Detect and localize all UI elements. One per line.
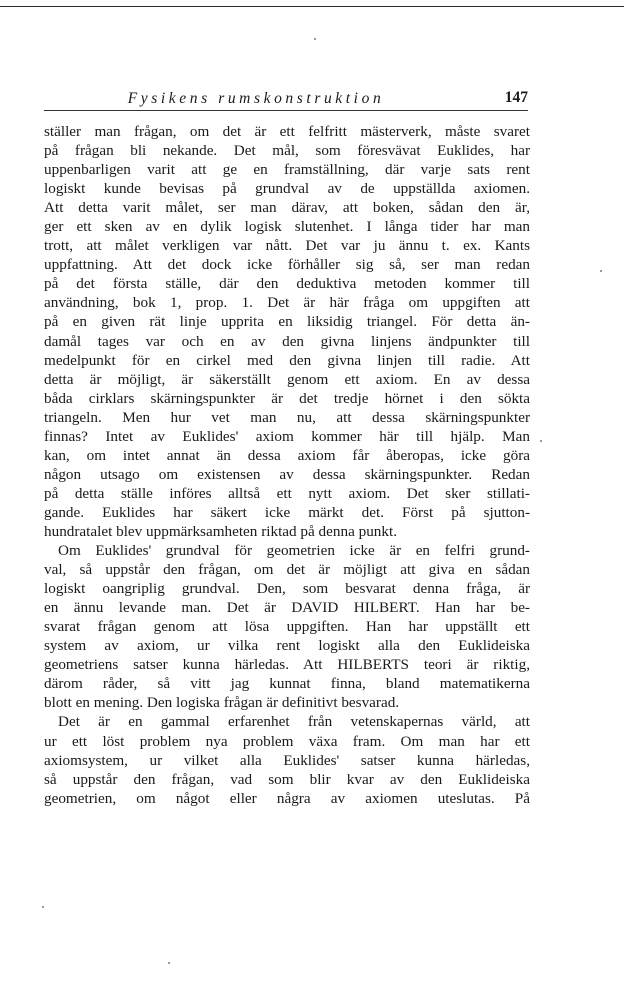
- top-page-border: [0, 6, 624, 7]
- text-line: på detta ställe införes alltså ett nytt axiom. Det sker stillati-: [44, 484, 530, 502]
- text-line: uppfattning. Att det dock icke förhåller sig så, ser man redan: [44, 256, 530, 274]
- text-line: geometriens satser kunna härledas. Att HILBERTS teori är riktig,: [44, 656, 530, 674]
- text-line: på en given rät linje upprita en liksidig triangel. För detta än-: [44, 313, 530, 331]
- body-text: [44, 122, 530, 808]
- text-line: trott, att målet verkligen var nått. Det var ju ännu t. ex. Kants: [44, 237, 530, 255]
- text-line: någon utsago om existensen av dessa skärningspunkter. Redan: [44, 465, 530, 483]
- text-line: Om Euklides' grundval för geometrien icke är en felfri grund-: [58, 542, 530, 560]
- text-line: Det är en gammal erfarenhet från vetenskapernas värld, att: [58, 713, 530, 731]
- text-line: en ännu levande man. Det är DAVID HILBERT. Han har be-: [44, 599, 530, 617]
- text-line: axiomsystem, ur vilket alla Euklides' satser kunna härledas,: [44, 751, 530, 769]
- text-line: användning, bok 1, prop. 1. Det är här fråga om uppgiften att: [44, 294, 530, 312]
- text-line: hundratalet blev uppmärksamheten riktad på denna punkt.: [44, 522, 397, 540]
- text-line: val, så uppstår den frågan, om det är möjligt att giva en sådan: [44, 561, 530, 579]
- text-line: detta är möjligt, är säkerställt genom ett axiom. En av dessa: [44, 370, 530, 388]
- text-line: ger ett sken av en dylik logisk slutenhet. I långa tider har man: [44, 218, 530, 236]
- text-line: så uppstår den frågan, vad som blir kvar av den Euklideiska: [44, 770, 530, 788]
- text-line: ställer man frågan, om det är ett felfritt mästerverk, måste svaret: [44, 123, 530, 140]
- text-line: ur ett löst problem nya problem växa fram. Om man har ett: [44, 732, 530, 750]
- text-line: uppenbarligen varit att ge en framställning, där varje sats rent: [44, 161, 530, 179]
- text-line: gande. Euklides har säkert icke märkt det. Först på sjutton-: [44, 503, 530, 521]
- text-line: blott en mening. Den logiska frågan är definitivt besvarad.: [44, 694, 400, 712]
- text-line: på det första ställe, där den deduktiva metoden kommer till: [44, 275, 530, 293]
- page-header: [44, 86, 528, 112]
- text-line: kan, om intet annat än dessa axiom får åberopas, icke göra: [44, 446, 530, 464]
- header-rule: [44, 110, 528, 111]
- paper-speck: [168, 962, 170, 964]
- paper-speck: [600, 270, 602, 272]
- text-line: system av axiom, ur vilka rent logiskt alla den Euklideiska: [44, 637, 530, 655]
- text-line: på frågan bli nekande. Det mål, som föresvävat Euklides, har: [44, 142, 530, 160]
- text-line: Att detta varit målet, ser man därav, att boken, sådan den är,: [44, 199, 530, 217]
- page-number: 147: [504, 89, 528, 106]
- text-line: finnas? Intet av Euklides' axiom kommer här till hjälp. Man: [44, 427, 530, 445]
- paper-speck: [314, 38, 316, 40]
- text-line: därom råder, så vitt jag kunnat finna, bland matematikerna: [44, 675, 530, 693]
- text-line: damål tages var och en av den givna linjens ändpunkter till: [44, 332, 530, 350]
- text-line: geometrien, om något eller några av axiomen uteslutas. På: [44, 789, 530, 807]
- text-line: triangeln. Men hur vet man nu, att dessa skärningspunkter: [44, 408, 530, 426]
- paper-speck: [540, 440, 542, 442]
- text-line: logiskt kunde bevisas på grundval av de uppställda axiomen.: [44, 180, 530, 198]
- text-line: medelpunkt för en cirkel med den givna linjen till radie. Att: [44, 351, 530, 369]
- paper-speck: [42, 906, 44, 908]
- running-title: Fysikens rumskonstruktion: [127, 90, 385, 107]
- text-line: logiskt oangriplig grundval. Den, som besvarat denna fråga, är: [44, 580, 530, 598]
- text-line: båda cirklars skärningspunkter är det tredje hörnet i den sökta: [44, 389, 530, 407]
- text-line: svarat frågan genom att lösa uppgiften. Han har uppställt ett: [44, 618, 530, 636]
